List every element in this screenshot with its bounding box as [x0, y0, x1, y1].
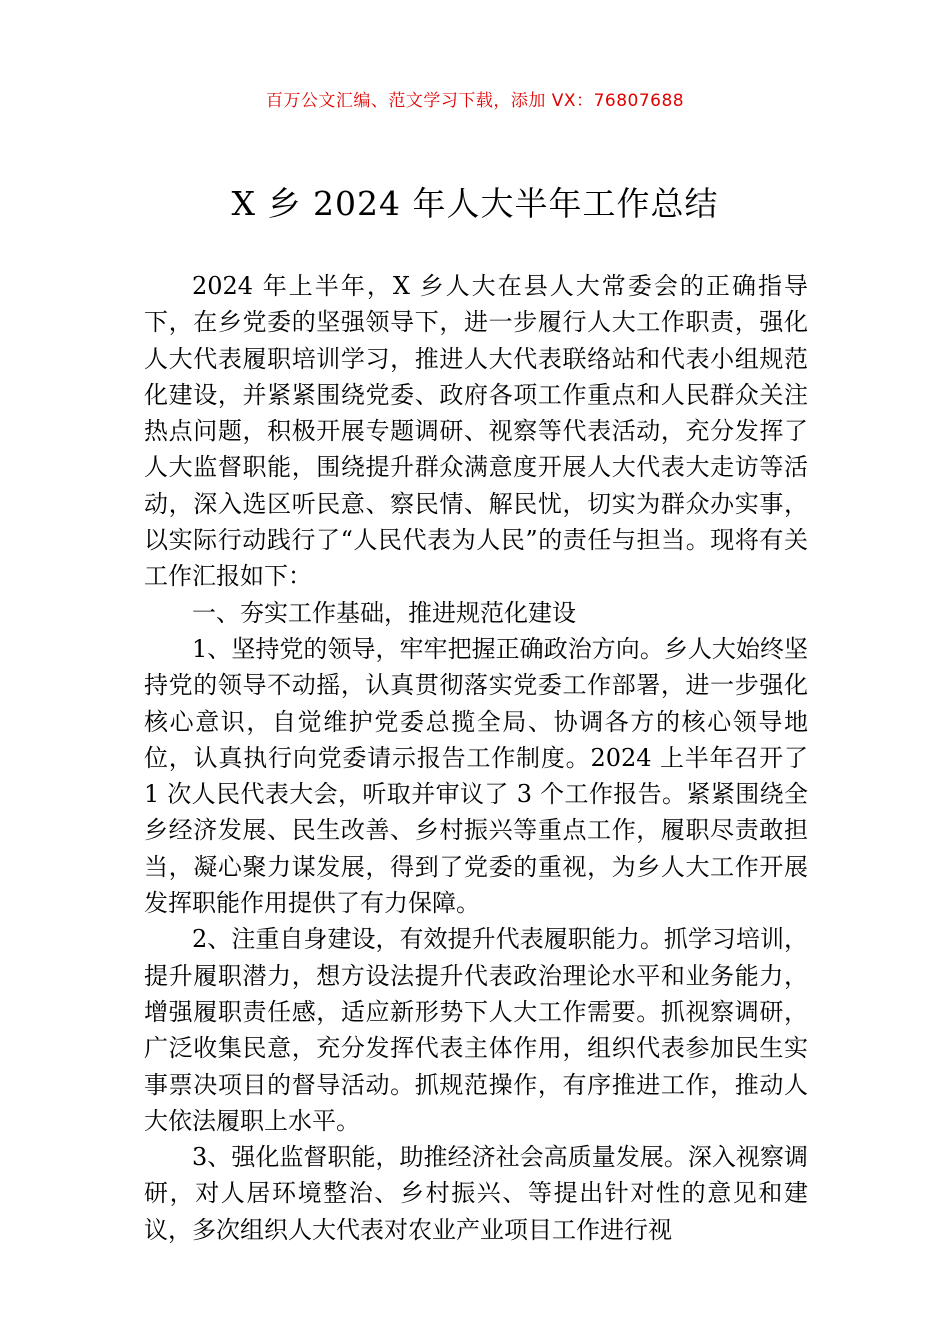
- body-paragraph: 2、注重自身建设，有效提升代表履职能力。抓学习培训，提升履职潜力，想方设法提升代表政治理论水平和业务能力，增强履职责任感，适应新形势下人大工作需要。抓视察调研，广泛收集民意，充分发挥代表主体作用，组织代表参加民生实事票决项目的督导活动。抓规范操作，有序推进工作，推动人大依法履职上水平。: [144, 925, 808, 1135]
- intro-paragraph: 2024 年上半年，X 乡人大在县人大常委会的正确指导下，在乡党委的坚强领导下，进一步履行人大工作职责，强化人大代表履职培训学习，推进人大代表联络站和代表小组规范化建设，并紧紧围绕党委、政府各项工作重点和人民群众关注热点问题，积极开展专题调研、视察等代表活动，充分发挥了人大监督职能，围绕提升群众满意度开展人大代表大走访等活动，深入选区听民意、察民情、解民忧，切实为群众办实事，以实际行动践行了“人民代表为人民”的责任与担当。现将有关工作汇报如下：: [144, 272, 808, 591]
- document-title: X 乡 2024 年人大半年工作总结: [231, 184, 719, 223]
- header-note: 百万公文汇编、范文学习下载，添加 VX：76807688: [265, 91, 685, 111]
- document-body: [144, 268, 808, 1248]
- section-heading: 一、夯实工作基础，推进规范化建设: [192, 598, 576, 627]
- body-paragraph: 3、强化监督职能，助推经济社会高质量发展。深入视察调研，对人居环境整治、乡村振兴、等提出针对性的意见和建议，多次组织人大代表对农业产业项目工作进行视: [144, 1143, 808, 1244]
- body-paragraph: 1、坚持党的领导，牢牢把握正确政治方向。乡人大始终坚持党的领导不动摇，认真贯彻落实党委工作部署，进一步强化核心意识，自觉维护党委总揽全局、协调各方的核心领导地位，认真执行向党委请示报告工作制度。2024 上半年召开了 1 次人民代表大会，听取并审议了 3 个工作报告。紧紧围绕全乡经济发展、民生改善、乡村振兴等重点工作，履职尽责敢担当，凝心聚力谋发展，得到了党委的重视，为乡人大工作开展发挥职能作用提供了有力保障。: [144, 634, 808, 918]
